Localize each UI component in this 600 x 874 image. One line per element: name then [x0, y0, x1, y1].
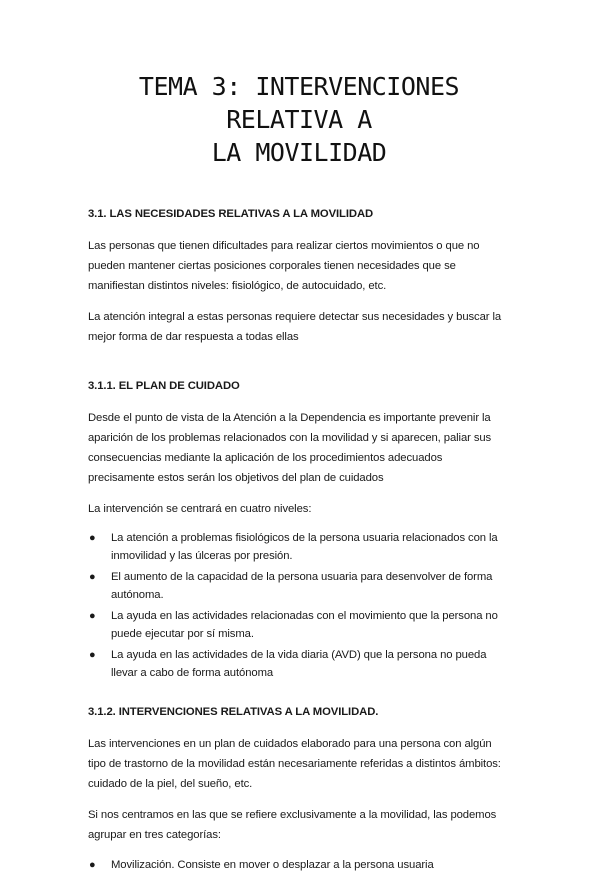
- list-item-text: La ayuda en las actividades de la vida diaria (AVD) que la persona no pueda llevar a cabo de forma autónoma: [111, 649, 487, 679]
- page-title: [88, 70, 510, 169]
- bullet-icon: ●: [89, 571, 96, 583]
- list-item-text: El aumento de la capacidad de la persona usuaria para desenvolver de forma autónoma.: [111, 571, 493, 601]
- section-heading-3-1-1: 3.1.1. EL PLAN DE CUIDADO: [88, 380, 240, 392]
- section-3-1-2-paragraph-2: Si nos centramos en las que se refiere exclusivamente a la movilidad, las podemos agrupar en tres categorías:: [88, 809, 497, 841]
- list-item-text: Movilización. Consiste en mover o desplazar a la persona usuaria: [111, 859, 434, 871]
- list-item: [88, 646, 510, 682]
- list-item-text: La atención a problemas fisiológicos de la persona usuaria relacionados con la inmovilidad y las úlceras por presión.: [111, 532, 498, 562]
- section-3-1-1-paragraph-2: La intervención se centrará en cuatro niveles:: [88, 503, 312, 515]
- bullet-icon: ●: [89, 610, 96, 622]
- list-item: [88, 529, 510, 565]
- section-3-1-paragraph-2: La atención integral a estas personas requiere detectar sus necesidades y buscar la mejor forma de dar respuesta a todas ellas: [88, 311, 502, 343]
- page-title-line-1: TEMA 3: INTERVENCIONES RELATIVA A: [138, 72, 460, 134]
- list-item-text: La ayuda en las actividades relacionadas con el movimiento que la persona no puede ejecutar por sí misma.: [111, 610, 498, 640]
- section-heading-3-1: 3.1. LAS NECESIDADES RELATIVAS A LA MOVILIDAD: [88, 208, 374, 220]
- mobility-categories-list: [88, 856, 510, 874]
- intervention-levels-list: [88, 529, 510, 682]
- page-title-line-2: LA MOVILIDAD: [211, 138, 387, 167]
- list-item: [88, 856, 510, 874]
- section-3-1-paragraph-1: Las personas que tienen dificultades para realizar ciertos movimientos o que no pueden mantener ciertas posiciones corporales tienen necesidades que se manifiestan distintos niveles: fisiológico, de autocuidado, etc.: [88, 240, 480, 292]
- bullet-icon: ●: [89, 859, 96, 871]
- list-item: [88, 607, 510, 643]
- section-3-1-2-paragraph-1: Las intervenciones en un plan de cuidados elaborado para una persona con algún tipo de trastorno de la movilidad están necesariamente referidas a distintos ámbitos: cuidado de la piel, del sueño, etc.: [88, 738, 501, 790]
- section-heading-3-1-2: 3.1.2. INTERVENCIONES RELATIVAS A LA MOVILIDAD.: [88, 706, 379, 718]
- section-3-1-1-paragraph-1: Desde el punto de vista de la Atención a la Dependencia es importante prevenir la aparición de los problemas relacionados con la movilidad y si aparecen, paliar sus consecuencias mediante la aplicación de los procedimientos adecuados precisamente estos serán los objetivos del plan de cuidados: [88, 412, 492, 484]
- bullet-icon: ●: [89, 532, 96, 544]
- bullet-icon: ●: [89, 649, 96, 661]
- list-item: [88, 568, 510, 604]
